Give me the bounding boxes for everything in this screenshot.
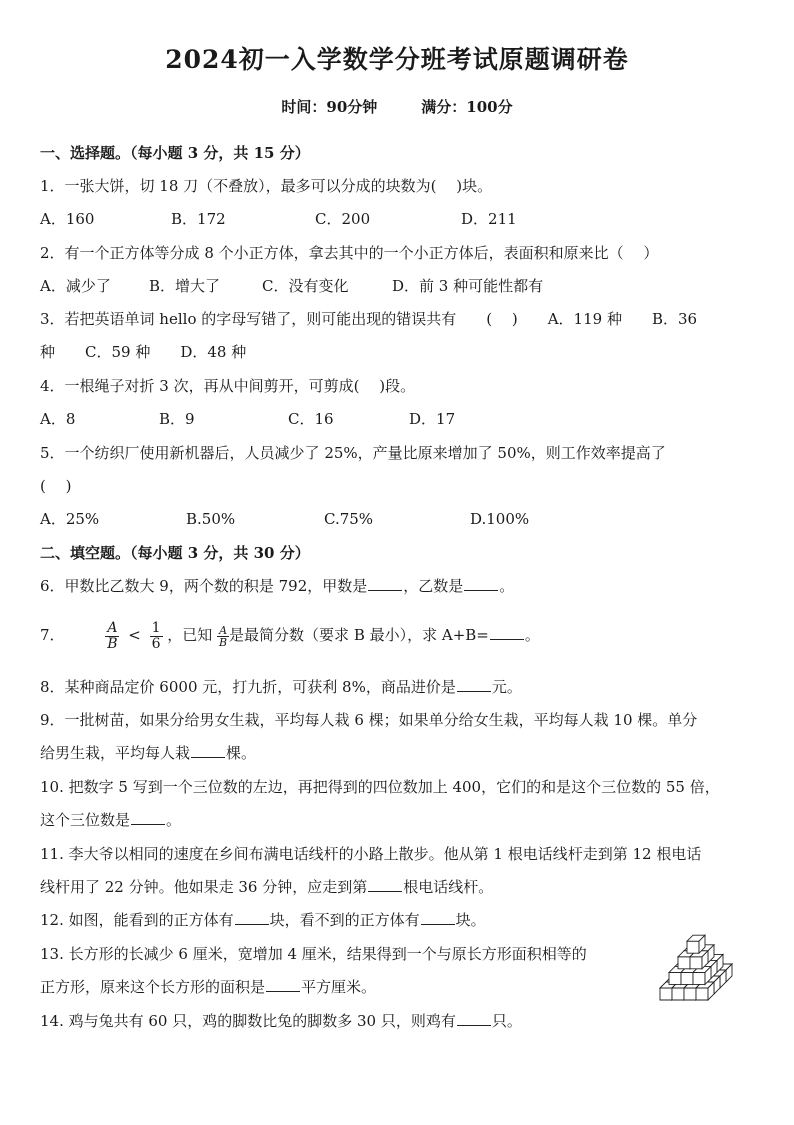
cube: [687, 935, 705, 953]
option-b: B.50%: [186, 510, 236, 528]
answer-blank[interactable]: [191, 743, 225, 758]
question-4: 4．一根绳子对折 3 次，再从中间剪开，可剪成( )段。: [40, 377, 416, 395]
option-d: D．211: [461, 210, 517, 228]
question-13-line1: 13. 长方形的长减少 6 厘米，宽增加 4 厘米，结果得到一个与原长方形面积相等的: [40, 945, 587, 963]
option-c: C．200: [315, 210, 371, 228]
answer-blank[interactable]: [421, 910, 455, 925]
option-a: A．160: [40, 210, 95, 228]
answer-blank[interactable]: [490, 625, 524, 640]
question-11-line1: 11. 李大爷以相同的速度在乡间布满电话线杆的小路上散步。他从第 1 根电话线杆走到第 12 根电话: [40, 845, 702, 863]
answer-blank[interactable]: [464, 576, 498, 591]
cube-pyramid-figure: [656, 898, 778, 1006]
question-14: 14. 鸡与兔共有 60 只，鸡的脚数比兔的脚数多 30 只，则鸡有 只。: [40, 1012, 522, 1030]
answer-blank[interactable]: [457, 677, 491, 692]
exam-info: [0, 96, 794, 117]
option-d: D.100%: [470, 510, 530, 528]
question-3-line2: 种 C．59 种 D．48 种: [40, 343, 247, 361]
option-c: C.75%: [324, 510, 374, 528]
exam-score: 满分：100分: [421, 98, 513, 116]
question-9-line1: 9．一批树苗，如果分给男女生栽，平均每人栽 6 棵；如果单分给女生栽，平均每人栽 10 棵。单分: [40, 711, 698, 729]
fraction-one-sixth: $\frac{1}{6}$: [151, 619, 161, 652]
answer-blank[interactable]: [368, 576, 402, 591]
question-2: 2．有一个正方体等分成 8 个小正方体，拿去其中的一个小正方体后，表面积和原来比（ ）: [40, 244, 659, 262]
fraction-a-over-b: $\frac{A}{B}$: [107, 619, 118, 652]
exam-time: 时间：90分钟: [281, 98, 378, 116]
question-9-line2: 给男生栽，平均每人栽 棵。: [40, 744, 257, 762]
answer-blank[interactable]: [457, 1011, 491, 1026]
answer-blank[interactable]: [368, 877, 402, 892]
question-5-line1: 5．一个纺织厂使用新机器后，人员减少了 25%，产量比原来增加了 50%，则工作效率提高了: [40, 444, 666, 462]
question-10-line1: 10. 把数字 5 写到一个三位数的左边，再把得到的四位数加上 400，它们的和是这个三位数的 55 倍，: [40, 778, 720, 796]
option-a: A．8: [40, 410, 76, 428]
option-d: D．前 3 种可能性都有: [392, 277, 544, 295]
question-6: 6．甲数比乙数大 9，两个数的积是 792，甲数是 ，乙数是 。: [40, 577, 515, 595]
question-10-line2: 这个三位数是 。: [40, 811, 182, 829]
section-heading-fill: 二、填空题。（每小题 3 分，共 30 分）: [40, 544, 310, 562]
question-3-line1: 3．若把英语单词 hello 的字母写错了，则可能出现的错误共有 ( ) A．119 种 B．36: [40, 310, 698, 328]
section-heading-choice: 一、选择题。（每小题 3 分，共 15 分）: [40, 144, 310, 162]
option-a: A．减少了: [40, 277, 111, 295]
question-7: 7． $\frac{A}{B}$ < $\frac{1}{6}$ ，已知 $\frac{A}{B}$ 是最简分数（要求 B 最小），求 A+B= 。: [40, 619, 540, 652]
option-d: D．17: [409, 410, 456, 428]
question-1: 1．一张大饼，切 18 刀（不叠放），最多可以分成的块数为( )块。: [40, 177, 493, 195]
answer-blank[interactable]: [266, 977, 300, 992]
option-b: B．9: [159, 410, 195, 428]
option-b: B．增大了: [149, 277, 221, 295]
question-11-line2: 线杆用了 22 分钟。他如果走 36 分钟，应走到第 根电话线杆。: [40, 878, 494, 896]
option-b: B．172: [171, 210, 226, 228]
option-c: C．16: [288, 410, 334, 428]
option-c: C．没有变化: [262, 277, 349, 295]
question-5-line2: ( ): [40, 477, 72, 495]
option-a: A．25%: [40, 510, 100, 528]
question-13-line2: 正方形，原来这个长方形的面积是 平方厘米。: [40, 978, 377, 996]
question-8: 8．某种商品定价 6000 元，打九折，可获利 8%，商品进价是 元。: [40, 678, 522, 696]
page-title: 2024初一入学数学分班考试原题调研卷: [165, 45, 629, 74]
question-12: 12. 如图，能看到的正方体有 块，看不到的正方体有 块。: [40, 911, 486, 929]
fraction-a-over-b-small: $\frac{A}{B}$: [219, 623, 228, 649]
answer-blank[interactable]: [235, 910, 269, 925]
answer-blank[interactable]: [131, 810, 165, 825]
